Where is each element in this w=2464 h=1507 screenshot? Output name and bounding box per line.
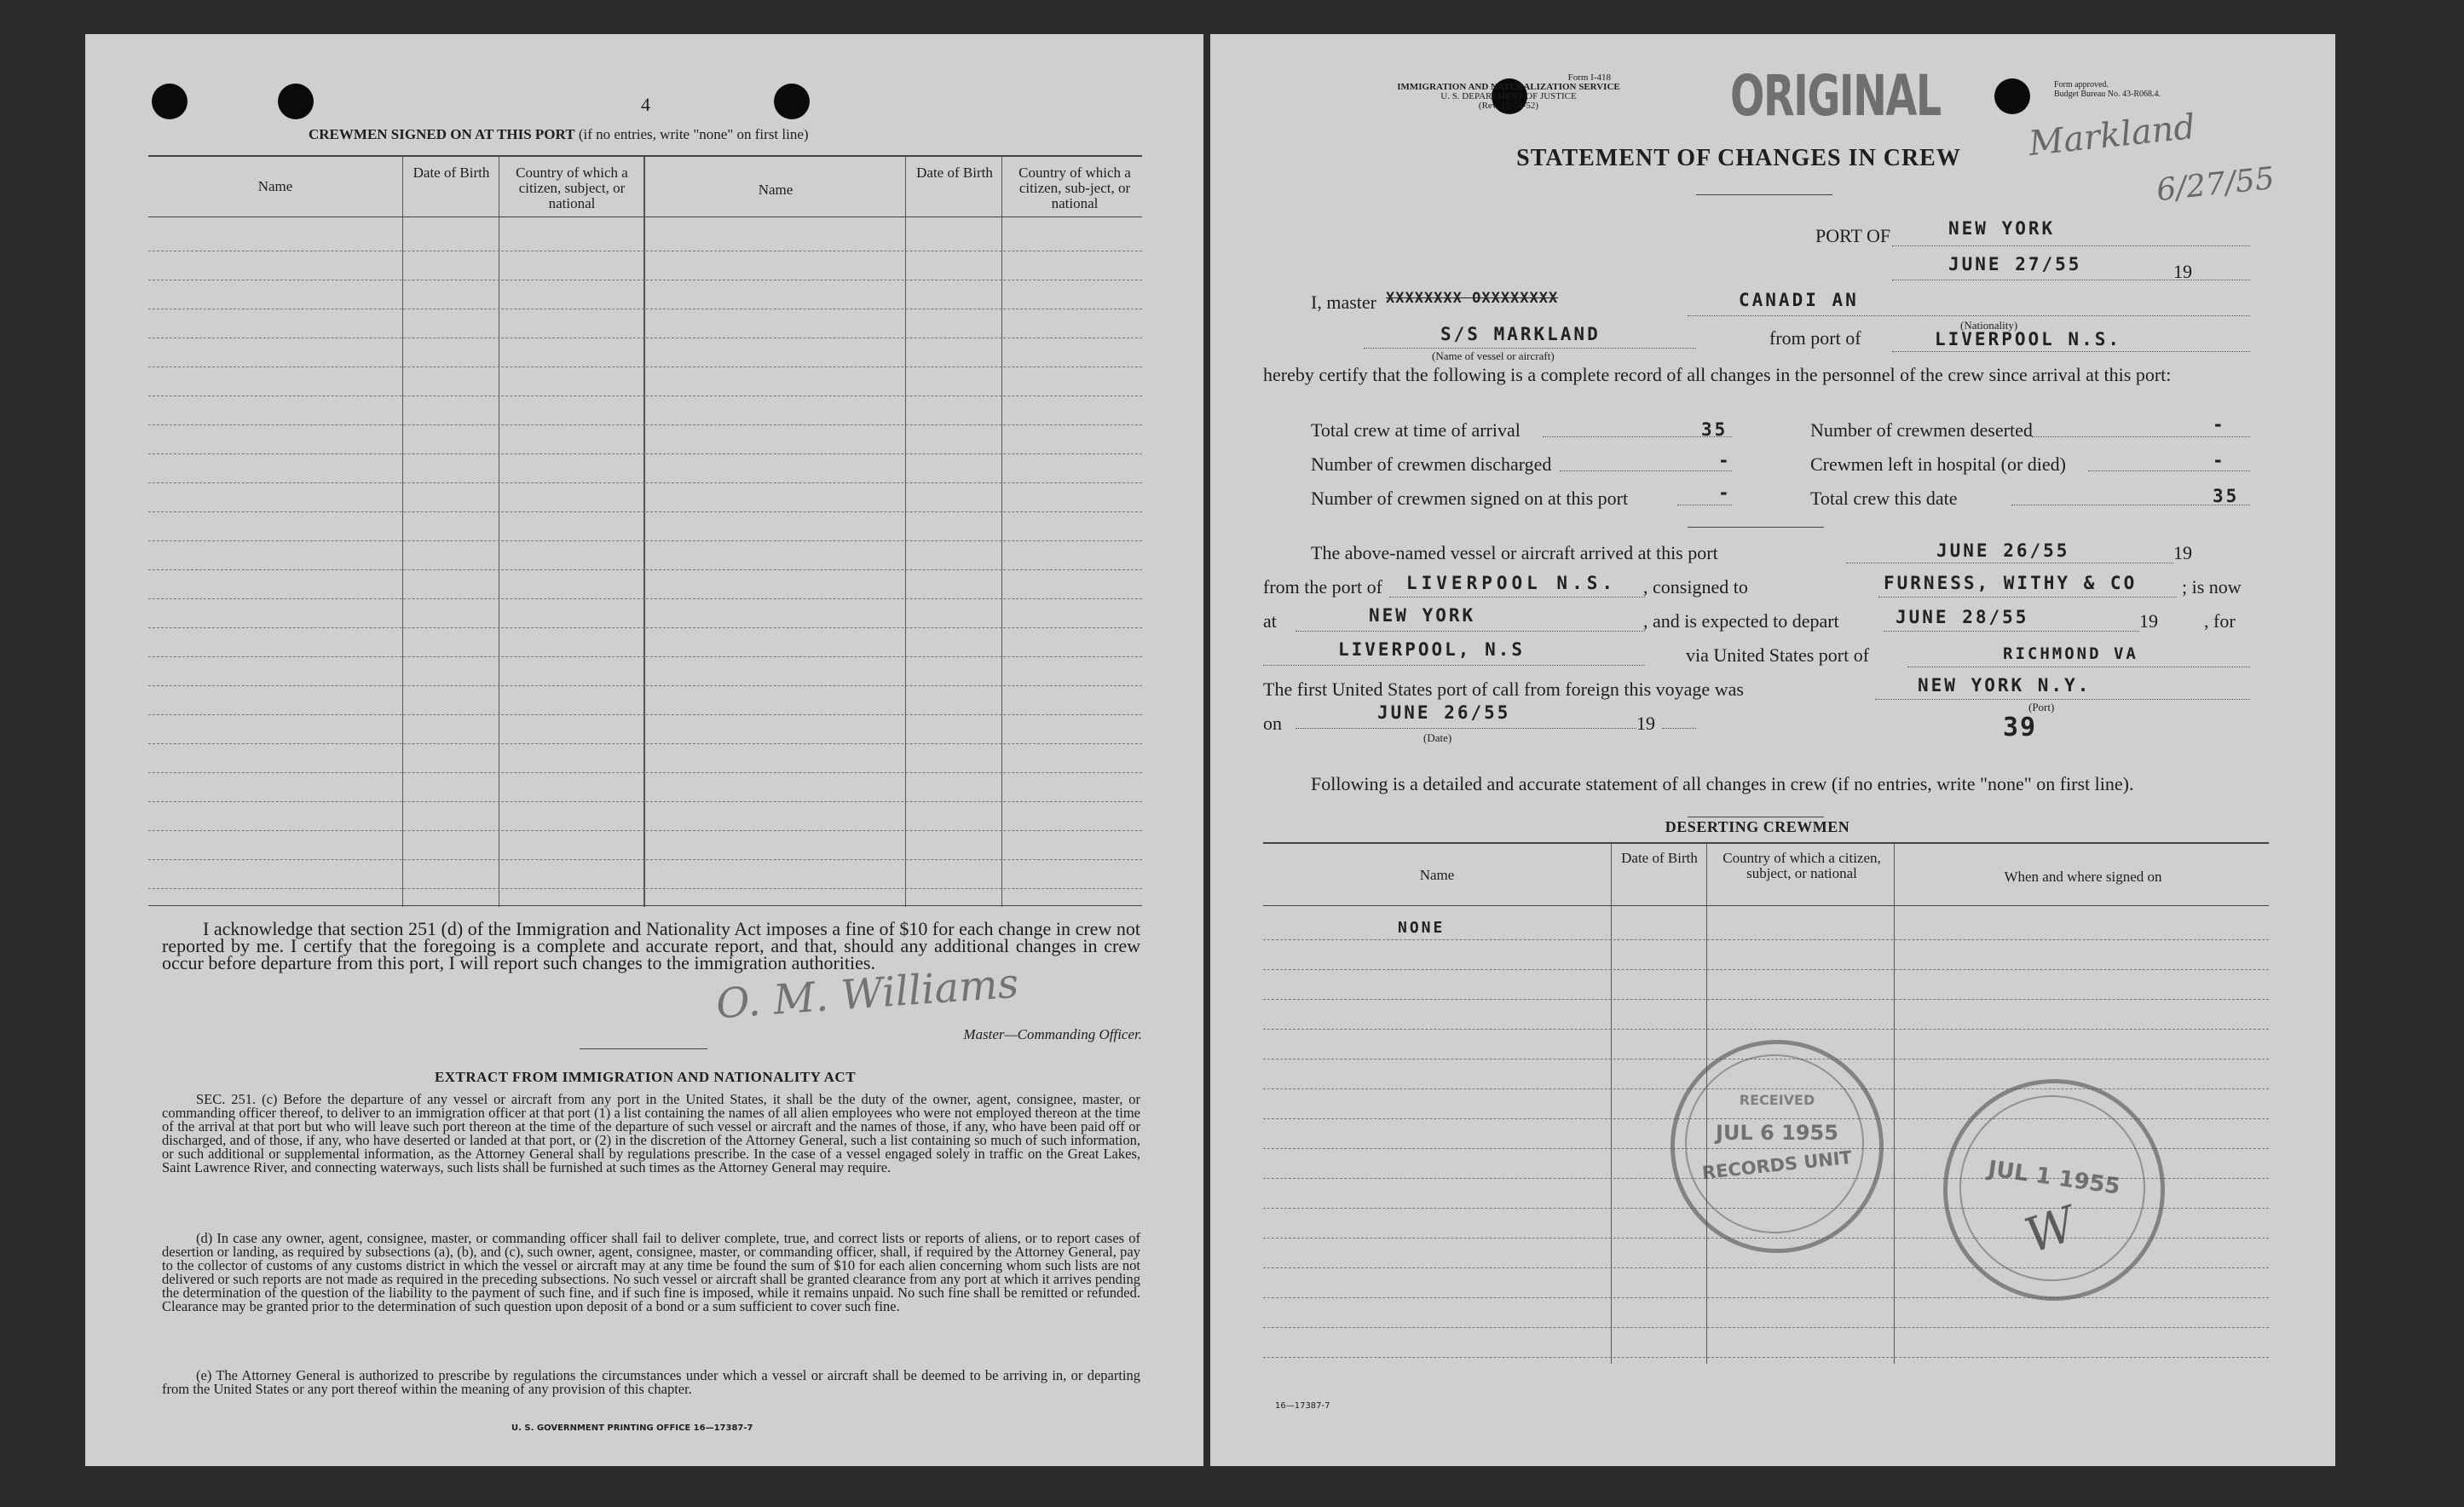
- agency-line-1: IMMIGRATION AND NATURALIZATION SERVICE: [1397, 82, 1620, 92]
- deserted-label: Number of crewmen deserted: [1810, 419, 2033, 441]
- punch-hole: [774, 84, 810, 119]
- on-value: JUNE 26/55: [1377, 702, 1511, 723]
- arrived-value: JUNE 26/55: [1936, 540, 2070, 561]
- at-text: at: [1263, 610, 1277, 632]
- on-year-underline: [1662, 728, 1696, 729]
- table-row-line: [148, 424, 1142, 425]
- consigned-text: , consigned to: [1643, 576, 1748, 598]
- table-row-line: [1263, 939, 2269, 940]
- budget-line-1: Form approved.: [2054, 80, 2109, 89]
- depart-underline: [1884, 631, 2139, 632]
- table-row-line: [148, 859, 1142, 860]
- handwritten-vessel-name: Markland: [2027, 107, 2198, 165]
- vessel-caption: (Name of vessel or aircraft): [1432, 349, 1555, 362]
- signed-on-label: Number of crewmen signed on at this port: [1311, 488, 1629, 509]
- budget-line-2: Budget Bureau No. 43-R068.4.: [2054, 89, 2161, 99]
- form-header: [1355, 73, 1662, 111]
- original-stamp: ORIGINAL: [1730, 63, 1941, 129]
- table-row-line: [148, 830, 1142, 831]
- from-value: LIVERPOOL N.S.: [1406, 573, 1618, 593]
- certify-text: hereby certify that the following is a complete record of all changes in the personnel of the crew since arrival at this port:: [1263, 364, 2172, 385]
- table-row-line: [148, 598, 1142, 599]
- master-prefix: I, master: [1311, 292, 1376, 313]
- table-row-line: [1263, 969, 2269, 970]
- nationality-underline: [1688, 315, 2250, 316]
- bottom-code: 16—17387-7: [1275, 1401, 1330, 1411]
- leader-dots: [2032, 436, 2250, 437]
- at-underline: [1295, 631, 1645, 632]
- master-struck-text: XXXXXXXX OXXXXXXXX: [1386, 290, 1559, 307]
- master-signature: O. M. Williams: [714, 959, 1020, 1029]
- depart-value: JUNE 28/55: [1896, 607, 2029, 627]
- from-text: from the port of: [1263, 576, 1382, 598]
- at-value: NEW YORK: [1369, 605, 1476, 626]
- table-row-line: [148, 743, 1142, 744]
- stamp1-unit: RECORDS UNIT: [1700, 1146, 1854, 1184]
- port-label: PORT OF: [1815, 225, 1891, 246]
- crew-signed-title: CREWMEN SIGNED ON AT THIS PORT: [309, 126, 575, 142]
- deserted-value: -: [2213, 414, 2226, 435]
- total-date-label: Total crew this date: [1810, 488, 1958, 509]
- punch-hole: [152, 84, 188, 119]
- year-prefix: 19: [2173, 261, 2192, 282]
- table-row-line: [148, 888, 1142, 889]
- first-port-underline: [1875, 699, 2250, 700]
- table-row-line: [1263, 1297, 2269, 1298]
- total-arrival-value: 35: [1701, 419, 1728, 440]
- right-page: [1210, 34, 2335, 1466]
- port-value: NEW YORK: [1948, 218, 2056, 239]
- corner-mark: 4: [641, 94, 650, 115]
- signature-caption: Master—Commanding Officer.: [963, 1026, 1142, 1042]
- port-underline: [1892, 245, 2250, 246]
- discharged-label: Number of crewmen discharged: [1311, 453, 1552, 475]
- table-row-line: [148, 569, 1142, 570]
- table-row-line: [1263, 1029, 2269, 1030]
- table-row-line: [1263, 1357, 2269, 1358]
- table-row-line: [148, 772, 1142, 773]
- destination-value: LIVERPOOL, N.S: [1338, 639, 1526, 660]
- extract-sec-e: (e) The Attorney General is authorized to prescribe by regulations the circumstances under which a vessel or aircraft shall be deemed to be arriving in, or departing from the United States or any port thereof within the meaning of any provision of this chapter.: [162, 1367, 1140, 1397]
- table-row-line: [148, 540, 1142, 541]
- table-bottom-rule: [148, 905, 1142, 906]
- table-row-line: [148, 685, 1142, 686]
- following-text: Following is a detailed and accurate statement of all changes in crew (if no entries, write "none" on first line).: [1311, 773, 2134, 794]
- from-port-label: from port of: [1769, 327, 1861, 349]
- table-row-line: [1263, 1327, 2269, 1328]
- total-date-value: 35: [2213, 486, 2240, 506]
- stamp1-date: JUL 6 1955: [1716, 1121, 1838, 1145]
- on-year: 19: [1636, 713, 1655, 734]
- arrived-year: 19: [2173, 542, 2192, 563]
- crew-signed-title-row: [309, 126, 990, 143]
- table-row-line: [148, 714, 1142, 715]
- title-rule: [1696, 194, 1832, 195]
- table-row-line: [148, 656, 1142, 657]
- printing-office: U. S. GOVERNMENT PRINTING OFFICE 16—17387-7: [511, 1423, 753, 1433]
- extract-title: EXTRACT FROM IMMIGRATION AND NATIONALITY ACT: [434, 1069, 857, 1085]
- column-divider: [905, 157, 906, 907]
- via-value: RICHMOND VA: [2003, 644, 2138, 663]
- from-underline: [1389, 597, 1645, 598]
- depart-year: 19: [2139, 610, 2158, 632]
- table-row-line: [148, 627, 1142, 628]
- from-port-value: LIVERPOOL N.S.: [1935, 329, 2122, 349]
- left-page: [85, 34, 1203, 1466]
- via-text: via United States port of: [1686, 644, 1870, 666]
- on-text: on: [1263, 713, 1282, 734]
- handwritten-date: 6/27/55: [2155, 160, 2276, 209]
- nationality-value: CANADI AN: [1739, 290, 1859, 310]
- column-divider: [402, 157, 403, 907]
- col-header-name-2: Name: [758, 182, 793, 198]
- agency-line-2: U. S. DEPARTMENT OF JUSTICE: [1440, 91, 1577, 101]
- acknowledgement-text: I acknowledge that section 251 (d) of the Immigration and Nationality Act imposes a fine of $10 for each change in crew not reported by me. I certify that the foregoing is a complete and accurate report, and that, should any additional changes in crew occur before departure from this port, I will report such changes to the immigration authorities.: [162, 918, 1140, 973]
- budget-bureau-note: [2054, 80, 2161, 99]
- voyage-number: 39: [2003, 713, 2038, 742]
- column-divider: [1611, 844, 1612, 1364]
- col-header-name: Name: [257, 178, 293, 194]
- date-caption: (Date): [1423, 731, 1452, 744]
- hospital-value: -: [2213, 450, 2226, 471]
- punch-hole: [278, 84, 314, 119]
- col-header-country: Country of which a citizen, subject, or national: [516, 165, 628, 211]
- col-header-country-2: Country of which a citizen, sub-ject, or national: [1018, 165, 1131, 211]
- stamp2-initials: W: [2018, 1196, 2083, 1265]
- form-title: STATEMENT OF CHANGES IN CREW: [1516, 145, 1961, 171]
- signed-on-value: -: [1718, 482, 1732, 503]
- crew-signed-note: (if no entries, write "none" on first line): [578, 126, 809, 142]
- nationality-caption: (Nationality): [1960, 319, 2018, 332]
- col-header-dob-2: Date of Birth: [916, 165, 993, 181]
- deserting-col-dob: Date of Birth: [1621, 850, 1698, 866]
- arrived-text: The above-named vessel or aircraft arrived at this port: [1311, 542, 1718, 563]
- section-rule: [1688, 527, 1824, 528]
- table-row-line: [1263, 999, 2269, 1000]
- consigned-value: FURNESS, WITHY & CO: [1884, 573, 2138, 593]
- form-revision: (Rev. 12-24-52): [1478, 101, 1539, 111]
- stamp1-label: RECEIVED: [1739, 1092, 1815, 1108]
- extract-sec-d: (d) In case any owner, agent, consignee, master, or commanding officer shall fail to deliver complete, true, and correct lists or reports of aliens, or to report cases of desertion or landing, as required by subsections (a), (b), and (c), such owner, agent, consignee, master, or commanding officer, shall, if required by the Attorney General, pay to the collector of customs of any customs district in which the vessel or aircraft may at any time be found the sum of $10 for each alien concerning whom such lists are not delivered or such reports are not made as required in the preceding subsections. No such vessel or aircraft shall be granted clearance from any port at which it arrives pending the determination of the question of the liability to the payment of such fine, and if such fine is imposed, while it remains unpaid. No such fine shall be remitted or refunded. Clearance may be granted prior to the determination of such question upon deposit of a bond or a sum sufficient to cover such fine.: [162, 1230, 1140, 1314]
- extract-sec-c: SEC. 251. (c) Before the departure of any vessel or aircraft from any port in the United States, it shall be the duty of the owner, agent, consignee, master, or commanding officer thereof, to deliver to an immigration officer at that port (1) a list containing the names of all alien employees who were not employed thereon at the time of the arrival at that port but who will leave such port thereon at the time of the departure of such vessel or aircraft and the names of those, if any, who have been paid off or discharged, and of those, if any, who have deserted or landed at that port, or (2) in the discretion of the Attorney General, such a list containing so much of such information, or such additional or supplemental information, as the Attorney General shall by regulations prescribe. In the case of a vessel engaged solely in traffic on the Great Lakes, Saint Lawrence River, and connecting waterways, such lists shall be furnished at such times as the Attorney General may require.: [162, 1091, 1140, 1175]
- punch-hole: [1994, 78, 2030, 114]
- stamp2-date: JUL 1 1955: [1986, 1156, 2122, 1200]
- table-row-line: [148, 453, 1142, 454]
- deserting-title: DESERTING CREWMEN: [1665, 818, 1850, 835]
- deserting-header-rule: [1263, 905, 2269, 906]
- consigned-underline: [1878, 597, 2177, 598]
- date-stamp: [1943, 1079, 2165, 1301]
- table-top-rule: [148, 155, 1142, 157]
- is-now-text: ; is now: [2182, 576, 2242, 598]
- section-rule: [580, 1048, 707, 1049]
- deserting-col-signed-on: When and where signed on: [2004, 869, 2162, 885]
- discharged-value: -: [1718, 450, 1732, 471]
- deserting-col-name: Name: [1419, 867, 1455, 883]
- column-divider: [643, 157, 645, 907]
- column-divider: [1894, 844, 1895, 1364]
- hospital-label: Crewmen left in hospital (or died): [1810, 453, 2066, 475]
- vessel-value: S/S MARKLAND: [1440, 324, 1601, 344]
- port-caption: (Port): [2028, 701, 2055, 713]
- column-divider: [1001, 157, 1002, 907]
- deserting-col-country: Country of which a citizen, subject, or national: [1722, 850, 1881, 881]
- received-stamp: [1671, 1040, 1884, 1253]
- expected-text: , and is expected to depart: [1643, 610, 1839, 632]
- col-header-dob: Date of Birth: [413, 165, 490, 181]
- deserting-first-entry: NONE: [1398, 919, 1446, 937]
- table-row-line: [148, 482, 1142, 483]
- total-arrival-label: Total crew at time of arrival: [1311, 419, 1521, 441]
- vessel-underline: [1364, 348, 1696, 349]
- table-row-line: [148, 801, 1142, 802]
- form-number: Form I-418: [1567, 72, 1611, 83]
- deserting-top-rule: [1263, 842, 2269, 844]
- destination-underline: [1263, 665, 1645, 666]
- first-port-text: The first United States port of call from foreign this voyage was: [1263, 678, 1744, 700]
- on-underline: [1295, 728, 1636, 729]
- first-port-value: NEW YORK N.Y.: [1918, 675, 2092, 696]
- from-port-underline: [1892, 351, 2250, 352]
- for-text: , for: [2204, 610, 2236, 632]
- table-row-line: [148, 511, 1142, 512]
- date-value: JUNE 27/55: [1948, 254, 2082, 274]
